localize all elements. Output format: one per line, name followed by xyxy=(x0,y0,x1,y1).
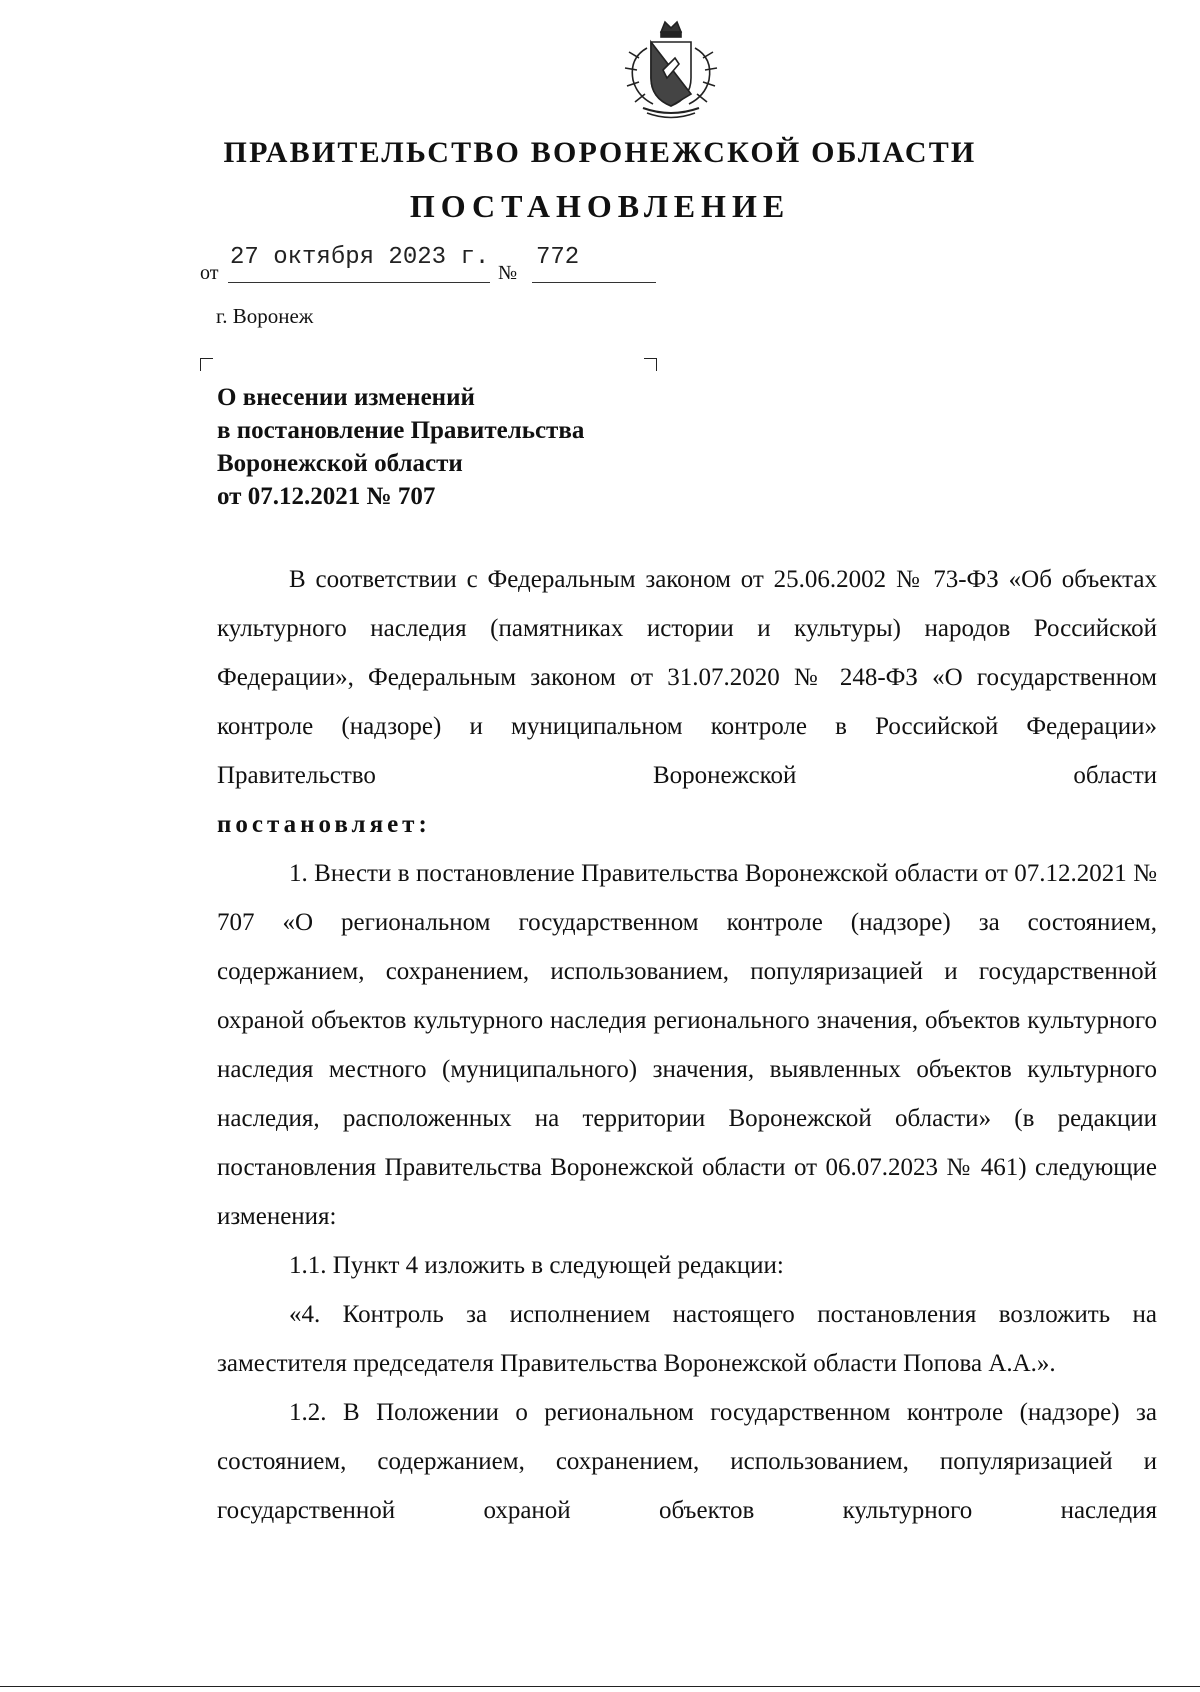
voronezh-coat-of-arms-icon xyxy=(617,18,725,122)
subject-line: О внесении изменений xyxy=(217,384,475,411)
city: г. Воронеж xyxy=(216,304,314,328)
item-1-1-text-paragraph: «4. Контроль за исполнением настоящего постановления возложить на заместителя председателя Правительства Воронежской области Попова А.А.». xyxy=(217,1301,1157,1377)
item-1-2-paragraph: 1.2. В Положении о региональном государственном контроле (надзоре) за состоянием, содержанием, сохранением, использованием, популяризацией и государственной охраной объектов культурного наследия xyxy=(217,1399,1157,1524)
document-date: 27 октября 2023 г. xyxy=(230,244,490,271)
number-underline xyxy=(532,282,656,283)
government-title: ПРАВИТЕЛЬСТВО ВОРОНЕЖСКОЙ ОБЛАСТИ xyxy=(223,136,977,169)
date-underline xyxy=(228,282,490,283)
subject-line: Воронежской области xyxy=(217,450,463,477)
item-1-1-paragraph: 1.1. Пункт 4 изложить в следующей редакции: xyxy=(289,1252,784,1279)
document-number: 772 xyxy=(536,244,580,271)
document-body xyxy=(217,555,1157,1535)
document-type: ПОСТАНОВЛЕНИЕ xyxy=(409,188,791,224)
corner-mark-right xyxy=(644,358,657,371)
corner-mark-left xyxy=(200,358,213,371)
number-label: № xyxy=(498,262,518,284)
subject-line: в постановление Правительства xyxy=(217,417,585,444)
subject-line: от 07.12.2021 № 707 xyxy=(217,483,436,510)
from-label: от xyxy=(200,262,219,284)
resolves-word: постановляет: xyxy=(217,811,431,838)
preamble-paragraph: В соответствии с Федеральным законом от 25.06.2002 № 73-ФЗ «Об объектах культурного наследия (памятниках истории и культуры) народов Российской Федерации», Федеральным законом от 31.07.2020 № 248-ФЗ «О государственном контроле (надзоре) и муниципальном контроле в Российской Федерации» Правительство Воронежской области xyxy=(217,566,1157,789)
item-1-paragraph: 1. Внести в постановление Правительства Воронежской области от 07.12.2021 № 707 «О региональном государственном контроле (надзоре) за состоянием, содержанием, сохранением, использованием, популяризацией и государственной охраной объектов культурного наследия регионального значения, объектов культурного наследия местного (муниципального) значения, выявленных объектов культурного наследия, расположенных на территории Воронежской области» (в редакции постановления Правительства Воронежской области от 06.07.2023 № 461) следующие изменения: xyxy=(217,860,1157,1230)
bottom-rule xyxy=(0,1686,1200,1687)
document-requisites xyxy=(200,244,680,284)
document-subject xyxy=(217,381,677,513)
